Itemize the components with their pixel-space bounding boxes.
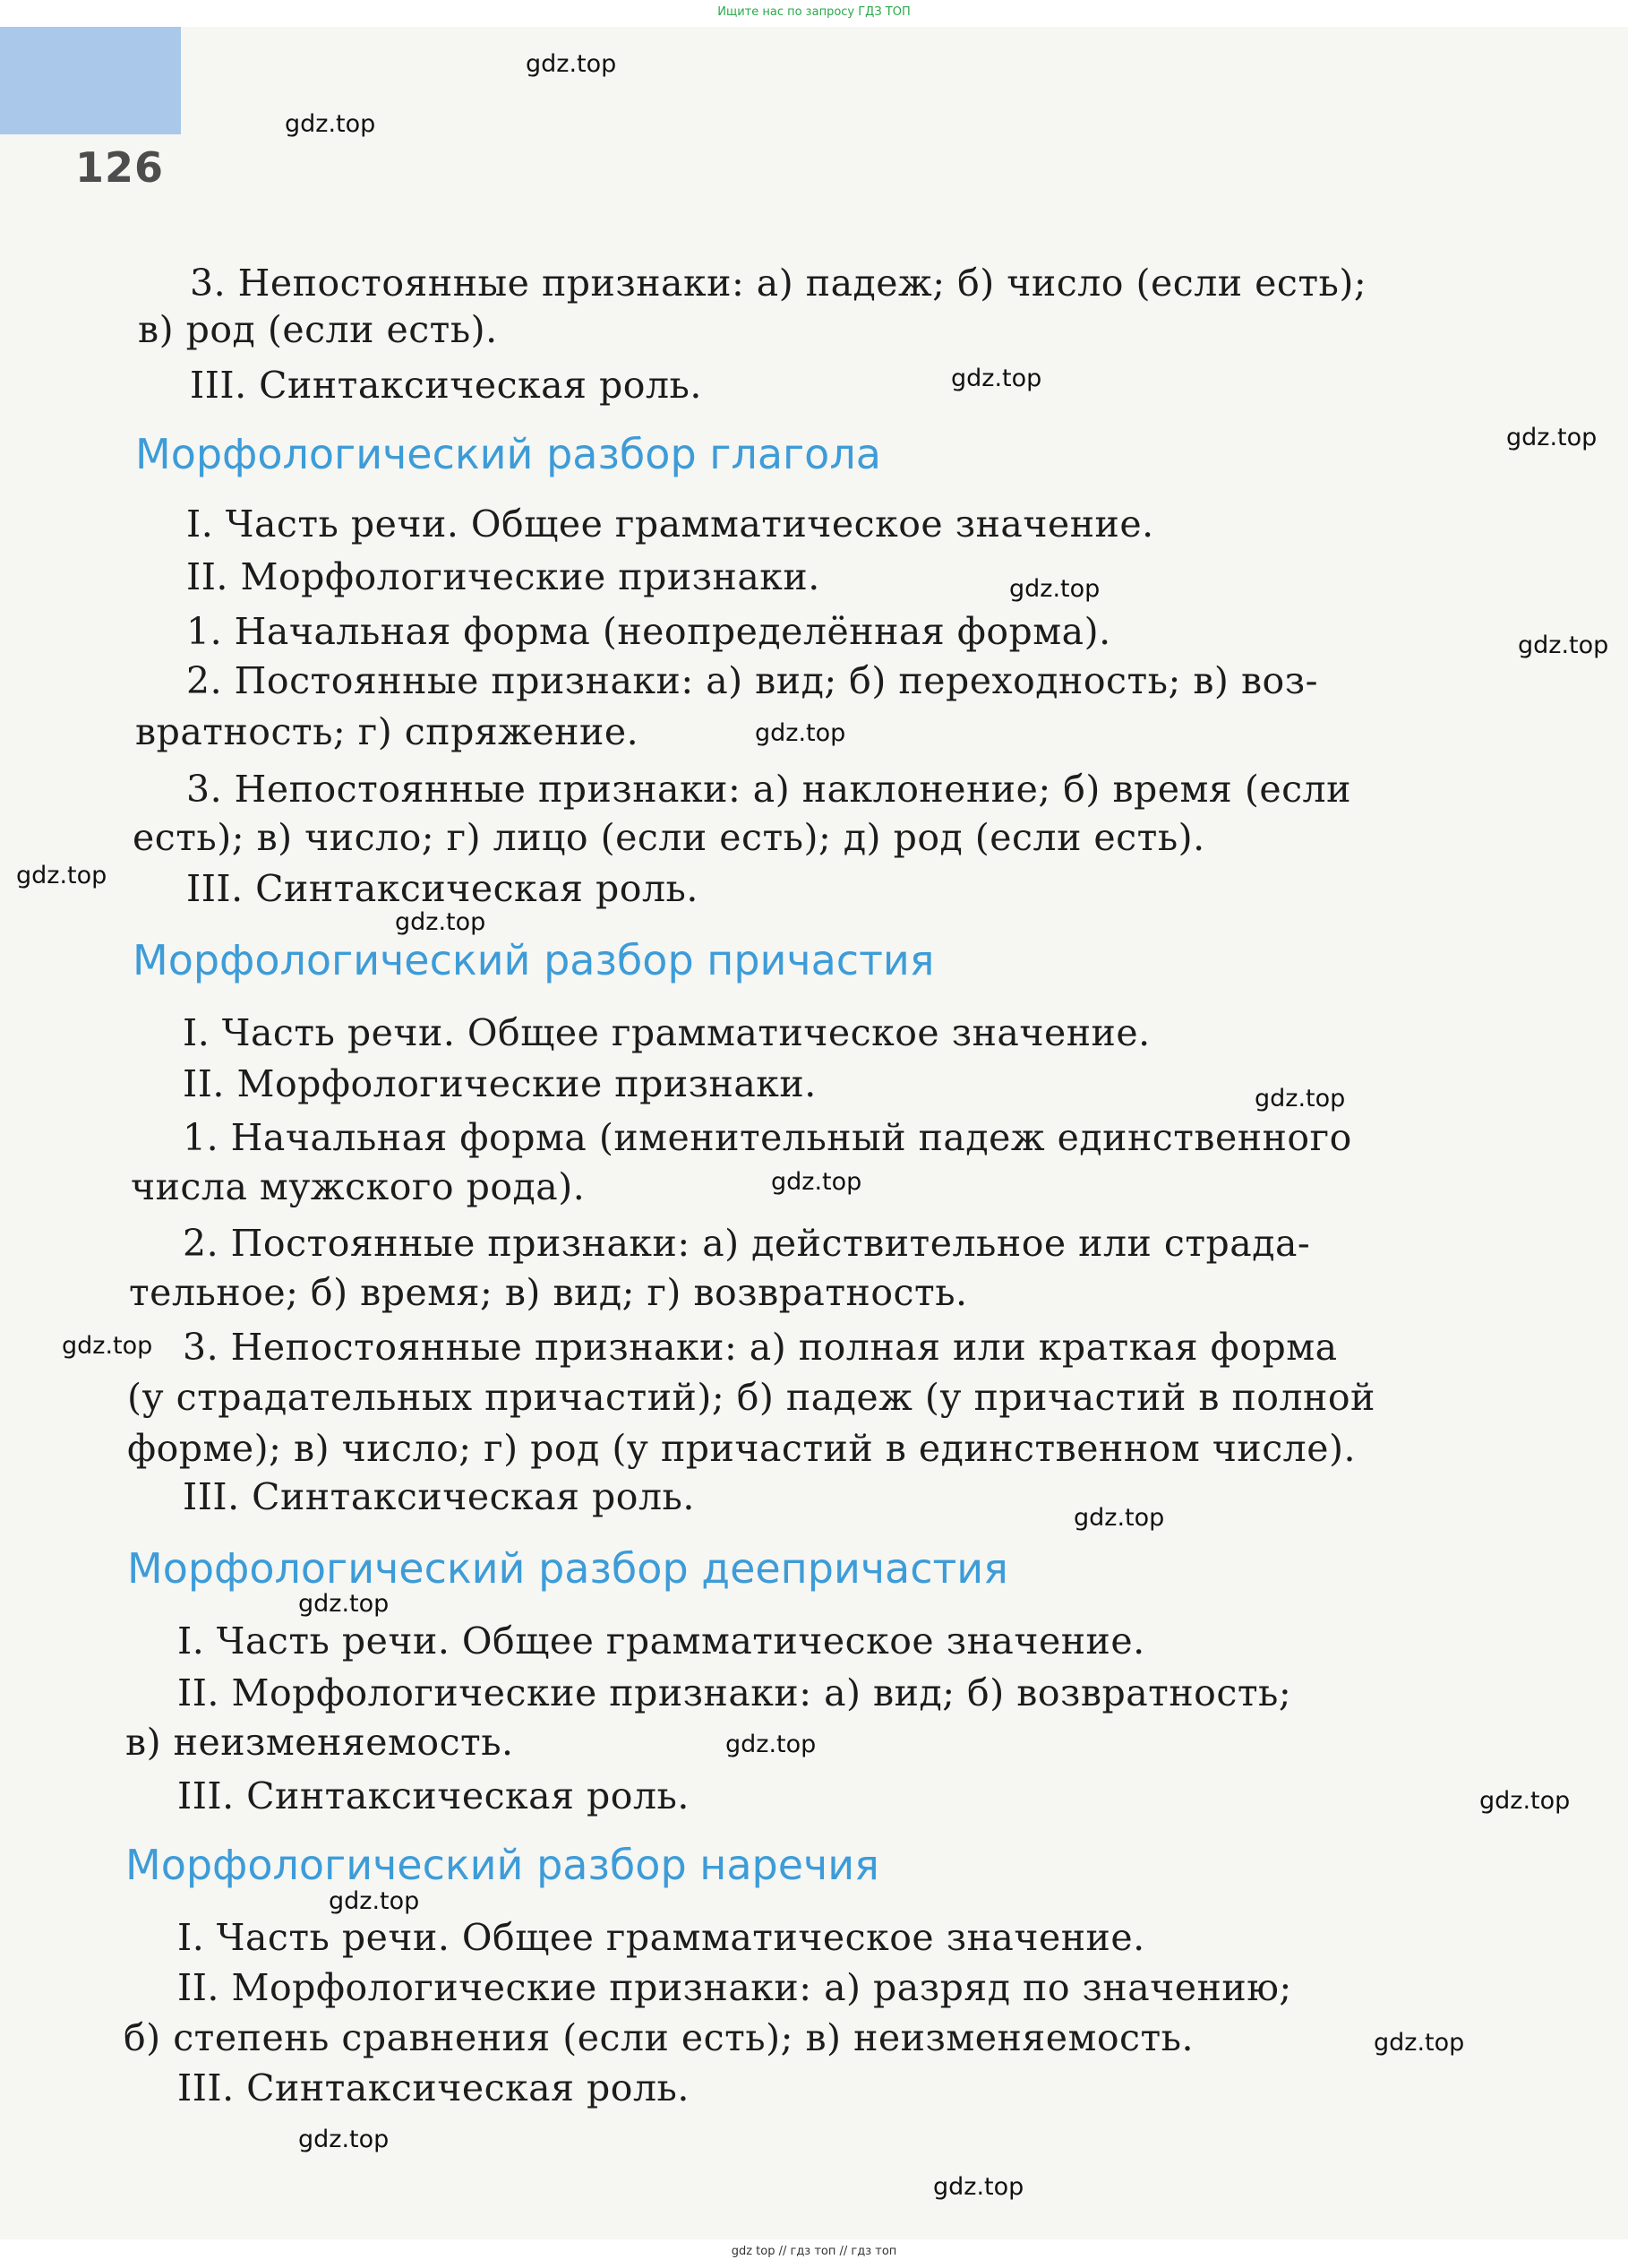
text-line: есть); в) число; г) лицо (если есть); д) род (если есть).: [133, 816, 1205, 859]
text-line: б) степень сравнения (если есть); в) неизменяемость.: [124, 2016, 1195, 2059]
watermark: gdz.top: [951, 365, 1042, 392]
section-heading-adverb: Морфологический разбор наречия: [125, 1841, 879, 1889]
top-note: Ищите нас по запросу ГДЗ ТОП: [717, 5, 911, 19]
text-line: (у страдательных причастий); б) падеж (у причастий в полной: [127, 1376, 1375, 1419]
watermark: gdz.top: [1374, 2029, 1465, 2057]
text-line: 1. Начальная форма (именительный падеж единственного: [183, 1116, 1352, 1159]
watermark: gdz.top: [526, 50, 617, 78]
watermark: gdz.top: [329, 1887, 420, 1915]
text-line: III. Синтаксическая роль.: [186, 867, 698, 910]
text-line: II. Морфологические признаки.: [183, 1062, 817, 1105]
watermark: gdz.top: [755, 719, 846, 747]
watermark: gdz.top: [285, 110, 376, 138]
text-line: III. Синтаксическая роль.: [177, 2066, 690, 2109]
text-line: 3. Непостоянные признаки: а) падеж; б) число (если есть);: [190, 262, 1367, 305]
text-line: III. Синтаксическая роль.: [177, 1774, 690, 1817]
watermark: gdz.top: [62, 1332, 153, 1360]
text-line: 1. Начальная форма (неопределённая форма).: [186, 610, 1111, 653]
watermark: gdz.top: [1074, 1504, 1165, 1532]
text-line: 2. Постоянные признаки: а) действительное или страда-: [183, 1222, 1311, 1265]
text-line: форме); в) число; г) род (у причастий в единственном числе).: [127, 1427, 1357, 1470]
watermark: gdz.top: [933, 2173, 1024, 2201]
text-line: I. Часть речи. Общее грамматическое значение.: [183, 1011, 1151, 1054]
text-line: числа мужского рода).: [131, 1165, 586, 1208]
watermark: gdz.top: [298, 1590, 390, 1618]
watermark: gdz.top: [298, 2126, 390, 2153]
text-line: II. Морфологические признаки: а) вид; б) возвратность;: [177, 1671, 1292, 1714]
watermark: gdz.top: [1255, 1085, 1346, 1113]
text-line: в) неизменяемость.: [125, 1721, 514, 1764]
text-line: 2. Постоянные признаки: а) вид; б) переходность; в) воз-: [186, 659, 1318, 702]
text-line: II. Морфологические признаки: а) разряд по значению;: [177, 1966, 1292, 2009]
watermark: gdz.top: [16, 862, 107, 889]
text-line: 3. Непостоянные признаки: а) полная или краткая форма: [183, 1326, 1338, 1369]
bottom-note: gdz top // гдз топ // гдз топ: [731, 2245, 897, 2258]
watermark: gdz.top: [771, 1168, 862, 1196]
watermark: gdz.top: [1506, 424, 1598, 451]
text-line: II. Морфологические признаки.: [186, 555, 820, 598]
watermark: gdz.top: [725, 1731, 817, 1758]
watermark: gdz.top: [395, 908, 486, 936]
section-heading-participle: Морфологический разбор причастия: [133, 936, 935, 984]
section-heading-adverbial-participle: Морфологический разбор деепричастия: [127, 1544, 1008, 1593]
text-line: I. Часть речи. Общее грамматическое значение.: [177, 1619, 1145, 1662]
section-heading-verb: Морфологический разбор глагола: [135, 430, 881, 478]
text-line: I. Часть речи. Общее грамматическое значение.: [177, 1916, 1145, 1959]
page-number: 126: [75, 143, 165, 192]
text-line: III. Синтаксическая роль.: [190, 364, 702, 407]
text-line: 3. Непостоянные признаки: а) наклонение; б) время (если: [186, 768, 1351, 811]
text-line: в) род (если есть).: [138, 308, 498, 351]
text-line: III. Синтаксическая роль.: [183, 1475, 695, 1518]
watermark: gdz.top: [1479, 1787, 1571, 1815]
text-line: вратность; г) спряжение.: [135, 710, 639, 753]
text-line: I. Часть речи. Общее грамматическое значение.: [186, 503, 1154, 546]
text-line: тельное; б) время; в) вид; г) возвратность.: [129, 1271, 968, 1314]
corner-tab: [0, 27, 181, 134]
watermark: gdz.top: [1009, 575, 1101, 603]
watermark: gdz.top: [1518, 631, 1609, 659]
